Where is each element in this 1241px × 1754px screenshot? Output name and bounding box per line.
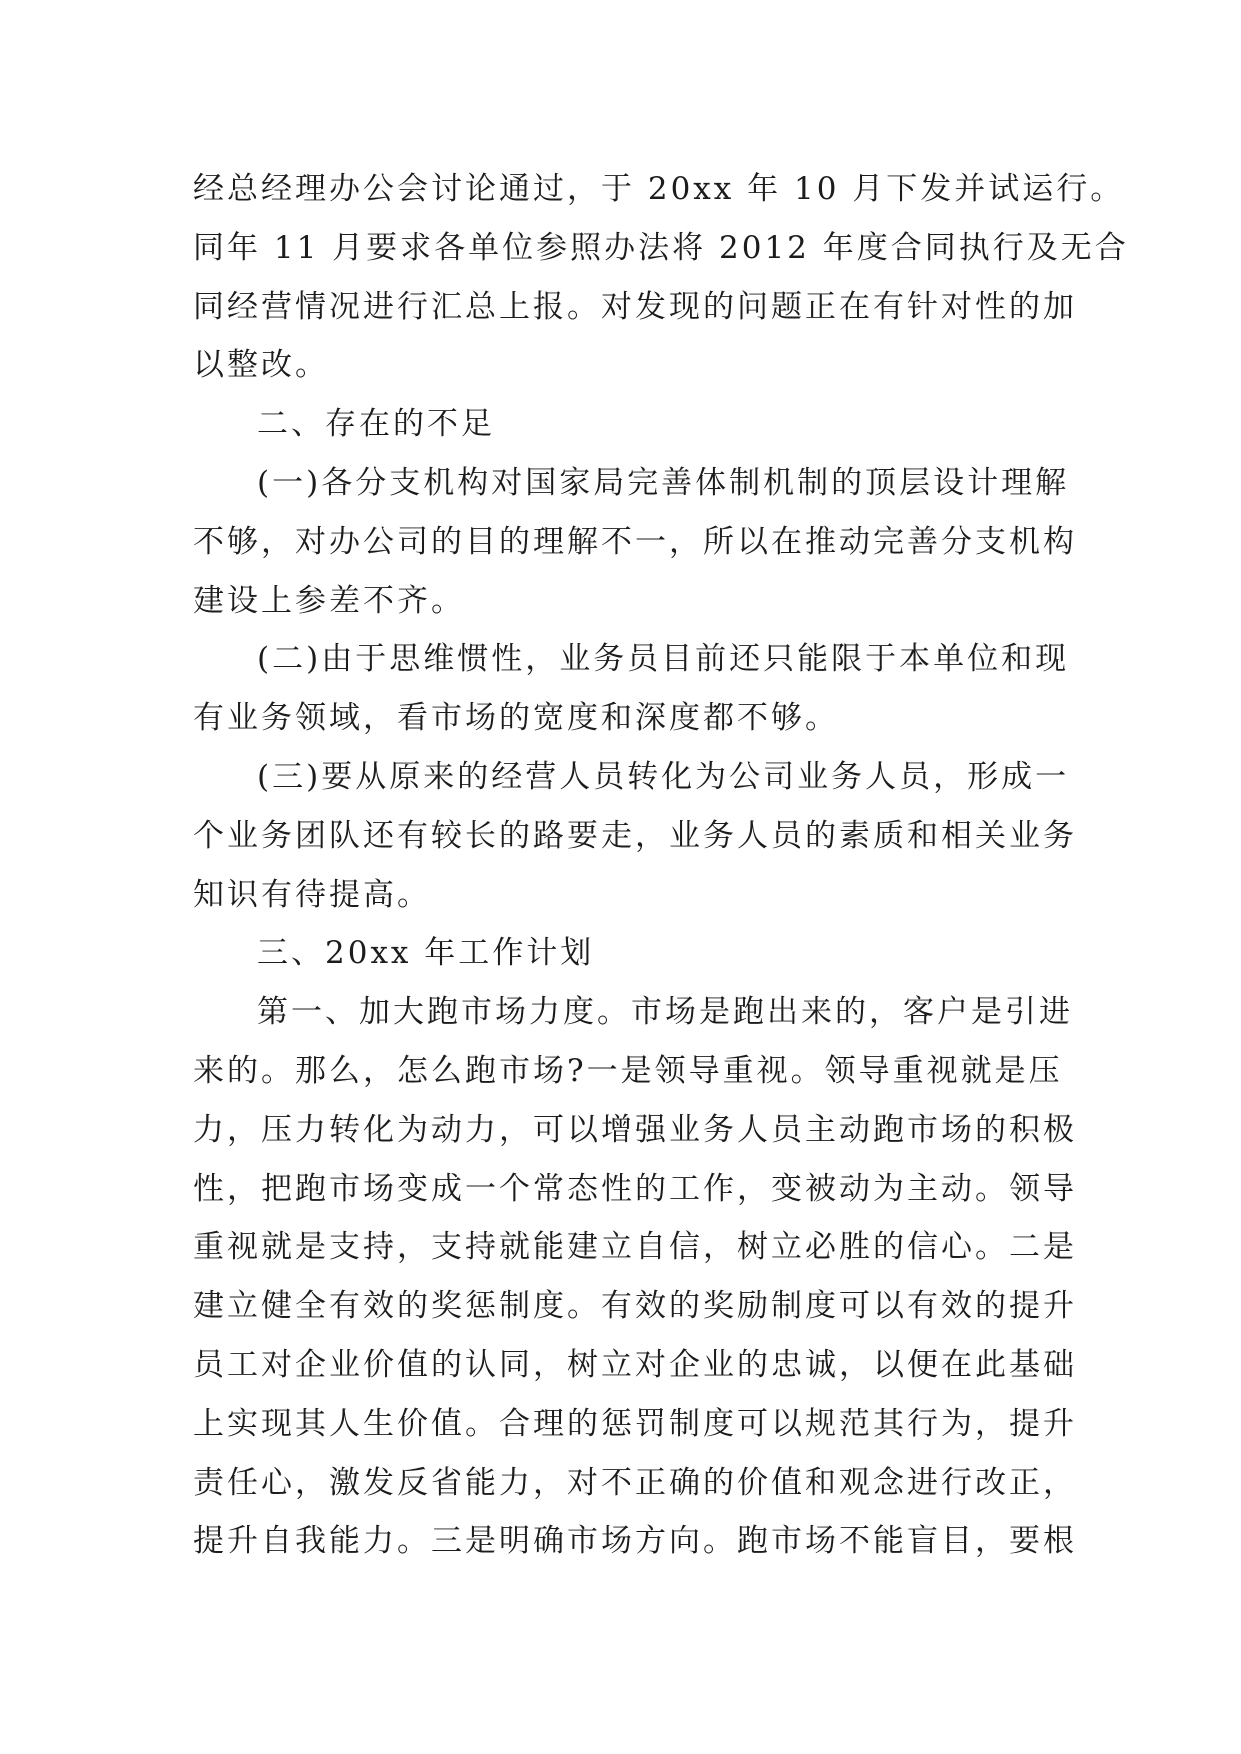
text-line: 上实现其人生价值。合理的惩罚制度可以规范其行为，提升 xyxy=(193,1405,1077,1442)
text-line: 同年 11 月要求各单位参照办法将 2012 年度合同执行及无合 xyxy=(193,229,1129,266)
text-line: 性，把跑市场变成一个常态性的工作，变被动为主动。领导 xyxy=(193,1170,1077,1207)
text-line: 员工对企业价值的认同，树立对企业的忠诚，以便在此基础 xyxy=(193,1346,1077,1383)
text-line: (三)要从原来的经营人员转化为公司业务人员，形成一 xyxy=(257,758,1070,795)
text-line: 以整改。 xyxy=(193,347,329,384)
text-line: 建设上参差不齐。 xyxy=(193,582,465,619)
text-line: 经总经理办公会讨论通过，于 20xx 年 10 月下发并试运行。 xyxy=(193,171,1125,207)
section-heading-shortcomings xyxy=(193,395,1063,454)
text-line: (一)各分支机构对国家局完善体制机制的顶层设计理解 xyxy=(257,464,1070,501)
text-line: 力，压力转化为动力，可以增强业务人员主动跑市场的积极 xyxy=(193,1111,1077,1148)
text-line: 有业务领域，看市场的宽度和深度都不够。 xyxy=(193,700,839,737)
text-line: 提升自我能力。三是明确市场方向。跑市场不能盲目，要根 xyxy=(193,1523,1077,1560)
text-line: 第一、加大跑市场力度。市场是跑出来的，客户是引进 xyxy=(257,994,1073,1031)
text-line: 来的。那么，怎么跑市场?一是领导重视。领导重视就是压 xyxy=(193,1052,1063,1089)
paragraph-shortcoming-2 xyxy=(193,630,1070,748)
text-line: 重视就是支持，支持就能建立自信，树立必胜的信心。二是 xyxy=(193,1229,1077,1266)
paragraph-shortcoming-3 xyxy=(193,748,1077,924)
heading-line: 三、20xx 年工作计划 xyxy=(257,935,595,972)
text-line: 建立健全有效的奖惩制度。有效的奖励制度可以有效的提升 xyxy=(193,1288,1077,1325)
section-heading-work-plan xyxy=(193,924,1063,983)
document-body xyxy=(193,160,1129,1571)
text-line: 同经营情况进行汇总上报。对发现的问题正在有针对性的加 xyxy=(193,288,1077,325)
paragraph-shortcoming-1 xyxy=(193,454,1077,630)
text-line: (二)由于思维惯性，业务员目前还只能限于本单位和现 xyxy=(257,641,1070,678)
paragraph-plan-1 xyxy=(193,983,1077,1571)
text-line: 不够，对办公司的目的理解不一，所以在推动完善分支机构 xyxy=(193,523,1077,560)
text-line: 个业务团队还有较长的路要走，业务人员的素质和相关业务 xyxy=(193,817,1077,854)
text-line: 责任心，激发反省能力，对不正确的价值和观念进行改正， xyxy=(193,1464,1077,1501)
text-line: 知识有待提高。 xyxy=(193,876,431,913)
paragraph-intro-continuation xyxy=(193,160,1129,395)
heading-line: 二、存在的不足 xyxy=(257,406,495,443)
